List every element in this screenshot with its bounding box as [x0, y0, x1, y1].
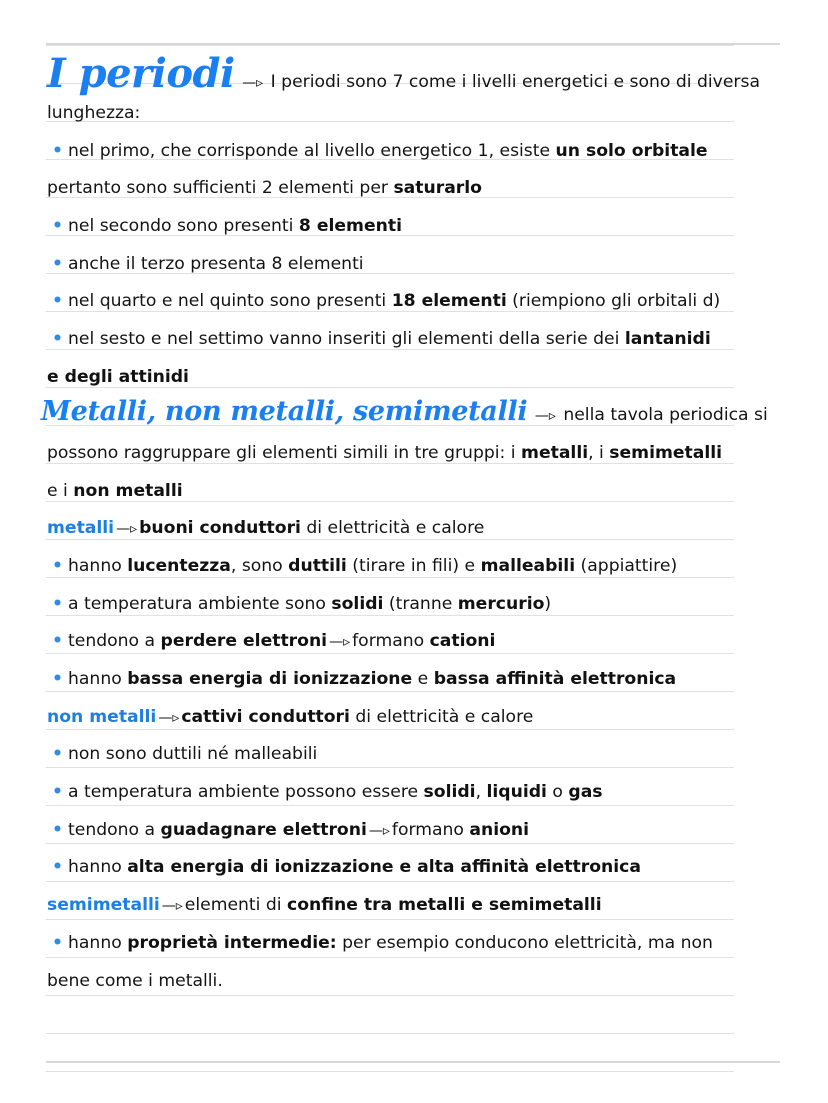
bullet-item — [52, 931, 808, 955]
bold-text: saturarlo — [393, 178, 482, 198]
text-span: o — [546, 782, 569, 802]
text-span: non sono duttili né malleabili — [68, 744, 318, 764]
bold-text: non metalli — [73, 481, 183, 501]
text-span: bene come i metalli. — [47, 971, 223, 991]
text-span: per esempio conducono elettricità, ma non — [336, 933, 713, 953]
bold-text: gas — [568, 782, 603, 802]
text-line — [47, 365, 808, 389]
bold-text: solidi — [423, 782, 476, 802]
bold-text: semimetalli — [609, 443, 723, 463]
bold-text: 8 elementi — [298, 216, 402, 236]
text-span: nel primo, che corrisponde al livello energetico 1, esiste — [68, 141, 556, 161]
arrow-icon: —▹ — [116, 521, 138, 537]
label-semimetalli: semimetalli — [47, 895, 160, 915]
bullet-item — [52, 629, 808, 653]
bullet-icon: • — [52, 631, 63, 651]
bold-text: confine tra metalli e semimetalli — [287, 895, 602, 915]
bold-text: metalli — [521, 443, 589, 463]
bullet-icon: • — [52, 782, 63, 802]
bold-text: e degli attinidi — [47, 367, 189, 387]
text-span: hanno — [68, 556, 128, 576]
text-span: pertanto sono sufficienti 2 elementi per — [47, 178, 394, 198]
bullet-icon: • — [52, 329, 63, 349]
bullet-item — [52, 214, 808, 238]
bold-text: bassa affinità elettronica — [433, 669, 677, 689]
text-span: ) — [544, 594, 552, 614]
heading-periodi: I periodi — [47, 50, 235, 97]
arrow-icon: —▹ — [368, 823, 390, 839]
bold-text: perdere elettroni — [160, 631, 328, 651]
text-span: (tirare in fili) e — [346, 556, 481, 576]
arrow-icon: —▹ — [242, 75, 264, 91]
bullet-icon: • — [52, 556, 63, 576]
text-span: formano — [391, 820, 470, 840]
bullet-item — [52, 592, 808, 616]
text-line — [47, 101, 808, 125]
text-span: elementi di — [184, 895, 288, 915]
bullet-icon: • — [52, 820, 63, 840]
bullet-icon: • — [52, 216, 63, 236]
bullet-icon: • — [52, 669, 63, 689]
bold-text: 18 elementi — [391, 291, 507, 311]
text-span: hanno — [68, 933, 128, 953]
heading-metalli: Metalli, non metalli, semimetalli — [41, 396, 528, 427]
bold-text: buoni conduttori — [139, 518, 301, 538]
text-span: di elettricità e calore — [349, 707, 534, 727]
text-span: di elettricità e calore — [300, 518, 485, 538]
arrow-icon: —▹ — [329, 634, 351, 650]
text-line — [47, 441, 808, 465]
text-span: nel sesto e nel settimo vanno inseriti gli elementi della serie dei — [68, 329, 625, 349]
bullet-item — [52, 252, 808, 276]
bold-text: cattivi conduttori — [181, 707, 350, 727]
text-span: possono raggruppare gli elementi simili in tre gruppi: i — [47, 443, 522, 463]
bullet-item — [52, 327, 808, 351]
arrow-icon: —▹ — [161, 898, 183, 914]
bullet-icon: • — [52, 141, 63, 161]
metalli-line — [47, 516, 808, 540]
non-metalli-line — [47, 705, 808, 729]
bullet-item — [52, 780, 808, 804]
bold-text: cationi — [429, 631, 496, 651]
bold-text: anioni — [469, 820, 530, 840]
heading-periodi-line — [47, 50, 808, 100]
bold-text: solidi — [331, 594, 384, 614]
label-metalli: metalli — [47, 518, 115, 538]
bold-text: duttili — [288, 556, 347, 576]
text-span: a temperatura ambiente possono essere — [68, 782, 424, 802]
left-margin — [0, 0, 46, 1103]
bullet-item — [52, 554, 808, 578]
bullet-item — [52, 855, 808, 879]
bold-text: alta energia di ionizzazione e alta affinità elettronica — [127, 857, 641, 877]
text-span: anche il terzo presenta 8 elementi — [68, 254, 364, 274]
bullet-icon: • — [52, 857, 63, 877]
text-span: e — [412, 669, 434, 689]
bold-text: lantanidi — [624, 329, 711, 349]
bullet-item — [52, 667, 808, 691]
text-span: lunghezza: — [47, 103, 141, 123]
text-span: , — [475, 782, 487, 802]
bold-text: un solo orbitale — [555, 141, 708, 161]
text-span: hanno — [68, 857, 128, 877]
bullet-icon: • — [52, 933, 63, 953]
text-span: e i — [47, 481, 74, 501]
text-span: , i — [588, 443, 610, 463]
arrow-icon: —▹ — [158, 710, 180, 726]
text-span: formano — [352, 631, 430, 651]
text-span: a temperatura ambiente sono — [68, 594, 332, 614]
label-non-metalli: non metalli — [47, 707, 157, 727]
bullet-item — [52, 139, 808, 163]
text-span: tendono a — [68, 820, 161, 840]
bullet-item — [52, 289, 808, 313]
bullet-icon: • — [52, 594, 63, 614]
text-span: tendono a — [68, 631, 161, 651]
bullet-item — [52, 742, 808, 766]
text-span: I periodi sono 7 come i livelli energetici e sono di diversa — [270, 72, 760, 92]
heading-metalli-line — [41, 394, 808, 430]
text-span: nel quarto e nel quinto sono presenti — [68, 291, 392, 311]
bullet-icon: • — [52, 254, 63, 274]
text-span: hanno — [68, 669, 128, 689]
semimetalli-line — [47, 893, 808, 917]
bold-text: mercurio — [457, 594, 545, 614]
bullet-item — [52, 818, 808, 842]
bold-text: lucentezza — [127, 556, 231, 576]
text-span: nel secondo sono presenti — [68, 216, 299, 236]
text-span: (appiattire) — [575, 556, 678, 576]
bold-text: liquidi — [486, 782, 547, 802]
text-span: nella tavola periodica si — [563, 405, 768, 425]
text-span: (riempiono gli orbitali d) — [506, 291, 721, 311]
bold-text: malleabili — [480, 556, 576, 576]
bold-text: guadagnare elettroni — [160, 820, 367, 840]
text-span: (tranne — [383, 594, 458, 614]
bold-text: proprietà intermedie: — [127, 933, 337, 953]
text-line — [47, 479, 808, 503]
top-rule — [46, 43, 780, 45]
bullet-icon: • — [52, 291, 63, 311]
bold-text: bassa energia di ionizzazione — [127, 669, 413, 689]
bottom-rule — [46, 1061, 780, 1063]
arrow-icon: —▹ — [534, 408, 556, 424]
text-span: , sono — [230, 556, 289, 576]
bullet-icon: • — [52, 744, 63, 764]
text-line — [47, 969, 808, 993]
text-line — [47, 176, 808, 200]
